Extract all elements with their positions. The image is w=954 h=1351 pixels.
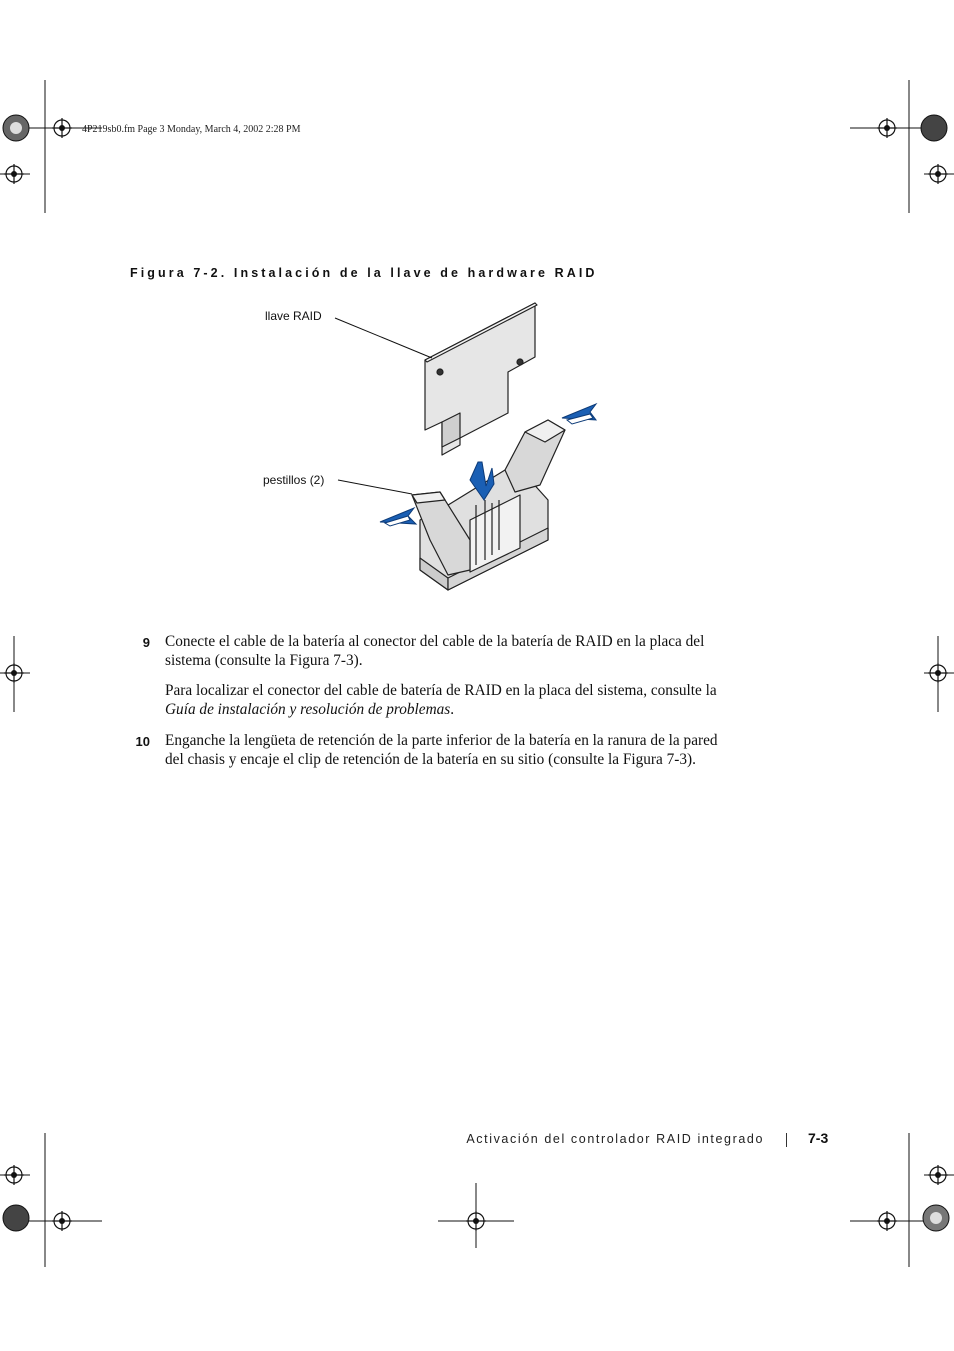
- file-slug: 4P219sb0.fm Page 3 Monday, March 4, 2002 2:28 PM: [82, 124, 301, 135]
- raid-key-illustration: [0, 0, 954, 640]
- callout-latches: pestillos (2): [263, 473, 325, 487]
- step-followup: [165, 681, 740, 719]
- step-number: 9: [142, 635, 150, 650]
- page-number: 7-3: [808, 1130, 829, 1146]
- step-text: Conecte el cable de la batería al conector del cable de la batería de RAID en la placa del sistema (consulte la Figura 7-3).: [165, 633, 705, 669]
- followup-suffix: .: [450, 701, 455, 718]
- figure-caption: Figura 7-2. Instalación de la llave de hardware RAID: [130, 266, 598, 280]
- footer-section-title: Activación del controlador RAID integrado: [466, 1132, 764, 1146]
- step-text: Enganche la lengüeta de retención de la parte inferior de la batería en la ranura de la pared del chasis y encaje el clip de retención de la batería en su sitio (consulte la Figura 7-3).: [165, 732, 718, 768]
- guide-title: Guía de instalación y resolución de problemas: [165, 701, 451, 718]
- callout-raid-key: llave RAID: [265, 309, 322, 323]
- footer-separator: [786, 1133, 787, 1147]
- step-number: 10: [135, 734, 150, 749]
- followup-prefix: Para localizar el conector del cable de batería de RAID en la placa del sistema, consulte la: [165, 682, 717, 699]
